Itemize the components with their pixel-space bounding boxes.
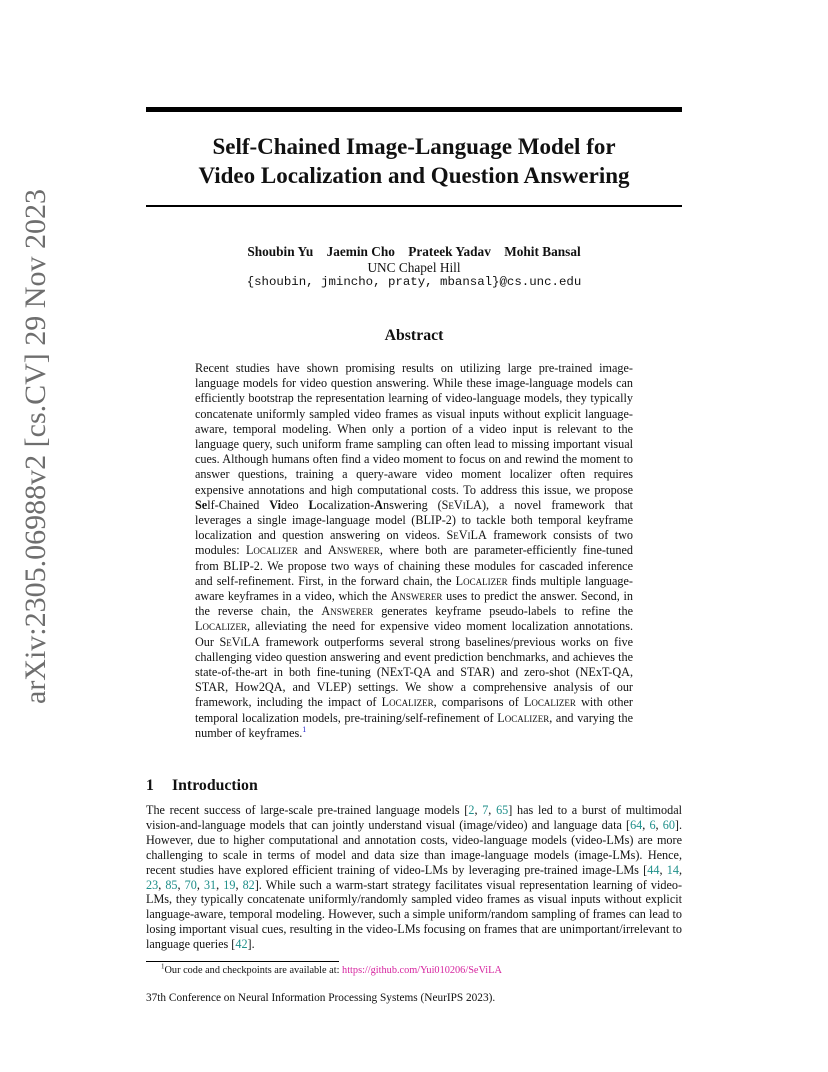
abstract-text: Recent studies have shown promising results on utilizing large pre-trained image-language models for video question answering. While these image-language models can efficiently bootstrap the representation learning of video-language models, they typically concatenate uniformly sampled video frames as visual inputs without explicit language-aware, temporal modeling. When only a portion of a video input is relevant to the language query, such uniform frame sampling can often lead to missing important visual cues. Although humans often find a video moment to focus on and rewind the moment to answer questions, training a query-aware video moment localizer often requires expensive annotations and high computational costs. To address this issue, we propose: [195, 361, 633, 497]
abstract-text: finds multiple language-aware keyframes in a video, which the: [195, 573, 633, 604]
affiliation: UNC Chapel Hill: [367, 259, 461, 275]
intro-text: ,: [158, 877, 166, 892]
intro-text: ,: [474, 803, 483, 817]
title-line-2: Video Localization and Question Answering: [198, 163, 630, 188]
section-number: 1: [146, 777, 154, 794]
abstract-text: , alleviating the need for expensive video moment localization annotations. Our: [195, 619, 633, 649]
abstract-heading: Abstract: [384, 327, 444, 344]
citation-link[interactable]: 14: [666, 862, 679, 877]
abstract-text: uses to predict the answer. Second, in the reverse chain, the: [195, 589, 633, 619]
intro-text: ,: [235, 877, 243, 892]
abstract-text: deo: [280, 497, 309, 512]
citation-link[interactable]: 82: [242, 877, 255, 892]
section-heading-introduction: [146, 776, 682, 796]
citation-link[interactable]: 7: [482, 803, 489, 817]
footnote-mark: 1: [161, 962, 165, 971]
sevila-name: SeViLA: [446, 528, 487, 543]
answerer-name: Answerer: [390, 589, 443, 604]
author-names: [146, 244, 682, 260]
intro-text: ,: [488, 803, 497, 817]
author-name: Mohit Bansal: [504, 244, 581, 259]
footnote-rule: [146, 961, 339, 962]
intro-text: ] has led to a burst of multimodal vision-and-language models that can jointly understand visual (image/video) and language data [: [146, 803, 683, 832]
introduction-body: [146, 803, 682, 952]
citation-link[interactable]: 65: [496, 803, 509, 817]
title-top-rule: [146, 107, 682, 112]
author-block: [146, 244, 682, 291]
localizer-name: Localizer: [497, 710, 550, 725]
acronym-letter: Se: [195, 497, 208, 512]
intro-text: ,: [177, 877, 185, 892]
abstract-text: , and varying the number of keyframes.: [195, 710, 633, 740]
author-emails: {shoubin, jmincho, praty, mbansal}@cs.unc.edu: [246, 275, 582, 289]
acronym-letter: L: [308, 497, 317, 512]
author-name: Prateek Yadav: [408, 244, 491, 259]
footnote-text: Our code and checkpoints are available at:: [164, 965, 343, 976]
title-bottom-rule: [146, 205, 682, 207]
intro-text: ,: [642, 817, 650, 832]
localizer-name: Localizer: [455, 573, 508, 588]
answerer-name: Answerer: [328, 543, 380, 558]
footnote: [161, 964, 681, 977]
abstract-text: nswering: [382, 497, 428, 512]
author-name: Shoubin Yu: [247, 244, 314, 259]
intro-text: ]. While such a warm-start strategy facilitates visual representation learning of video-LMs, they typically concatenate uniformly/randomly sampled video frames as visual inputs without explicit language-aware, temporal modeling. However, such a simple uniform/random sampling of frames can lead to losing important visual cues, resulting in the video-LMs focusing on frames that are unimportant/irrelevant to language queries [: [146, 877, 683, 952]
citation-link[interactable]: 19: [223, 877, 236, 892]
abstract-text: with other temporal localization models, pre-training/self-refinement of: [195, 695, 633, 725]
acronym-letter: Vi: [269, 497, 281, 512]
citation-link[interactable]: 42: [235, 937, 248, 952]
code-repository-link[interactable]: https://github.com/Yui010206/SeViLA: [342, 965, 502, 976]
abstract-text: (: [427, 497, 442, 512]
abstract-text: and: [297, 543, 329, 558]
sevila-name: SeViLA: [219, 634, 260, 649]
abstract-body: [195, 361, 633, 741]
citation-link[interactable]: 2: [468, 803, 475, 817]
intro-text: ,: [196, 877, 204, 892]
intro-text: ]. However, due to higher computational and annotation costs, video-language models (video-LMs) are more challenging to scale in terms of model and data size than image-language models (image-LMs). Hence, recent studies have explored efficient training of video-LMs by leveraging pre-trained image-LMs [: [146, 817, 683, 877]
localizer-name: Localizer: [523, 695, 576, 710]
answerer-name: Answerer: [321, 604, 374, 619]
localizer-name: Localizer: [245, 543, 298, 558]
intro-text: The recent success of large-scale pre-trained language models [: [146, 803, 469, 817]
abstract-text: generates keyframe pseudo-labels to refine the: [373, 604, 633, 619]
citation-link[interactable]: 70: [184, 877, 197, 892]
footnote-link[interactable]: 1: [302, 724, 307, 734]
abstract-text: ), a novel framework that leverages a single image-language model (BLIP-2) to tackle both temporal keyframe localization and question answering on videos.: [195, 497, 633, 543]
arxiv-stamp: arXiv:2305.06988v2 [cs.CV] 29 Nov 2023: [19, 189, 52, 704]
section-title-text: Introduction: [172, 777, 258, 794]
abstract-text: , where both are parameter-efficiently fine-tuned from BLIP-2. We propose two ways of chaining these modules for cascaded inference and self-refinement. First, in the forward chain, the: [195, 543, 633, 588]
intro-text: ].: [247, 937, 255, 952]
citation-link[interactable]: 23: [146, 877, 159, 892]
localizer-name: Localizer: [381, 695, 434, 710]
citation-link[interactable]: 60: [662, 817, 675, 832]
venue-note: 37th Conference on Neural Information Processing Systems (NeurIPS 2023).: [146, 992, 496, 1004]
sevila-name: SeViLA: [441, 497, 482, 512]
citation-link[interactable]: 64: [630, 817, 643, 832]
localizer-name: Localizer: [195, 619, 247, 634]
citation-link[interactable]: 6: [649, 817, 656, 832]
intro-text: ,: [678, 862, 682, 877]
citation-link[interactable]: 85: [165, 877, 178, 892]
intro-text: ,: [655, 817, 663, 832]
abstract-text: ocalization-: [316, 497, 375, 512]
acronym-letter: A: [374, 497, 383, 512]
intro-text: ,: [216, 877, 224, 892]
citation-link[interactable]: 31: [203, 877, 217, 892]
paper-title: [146, 132, 682, 190]
abstract-text: framework consists of two modules:: [195, 528, 634, 558]
intro-text: ,: [659, 862, 667, 877]
author-name: Jaemin Cho: [326, 244, 395, 259]
abstract-text: lf-Chained: [207, 497, 270, 512]
citation-link[interactable]: 44: [647, 862, 660, 877]
abstract-text: framework outperforms several strong baselines/previous works on five challenging video question answering and event prediction benchmarks, and achieves the state-of-the-art in both fine-tuning (NExT-QA and STAR) and zero-shot (NExT-QA, STAR, How2QA, and VLEP) settings. We show a comprehensive analysis of our framework, including the impact of: [195, 634, 633, 710]
abstract-text: , comparisons of: [433, 695, 524, 710]
title-line-1: Self-Chained Image-Language Model for: [212, 134, 616, 159]
